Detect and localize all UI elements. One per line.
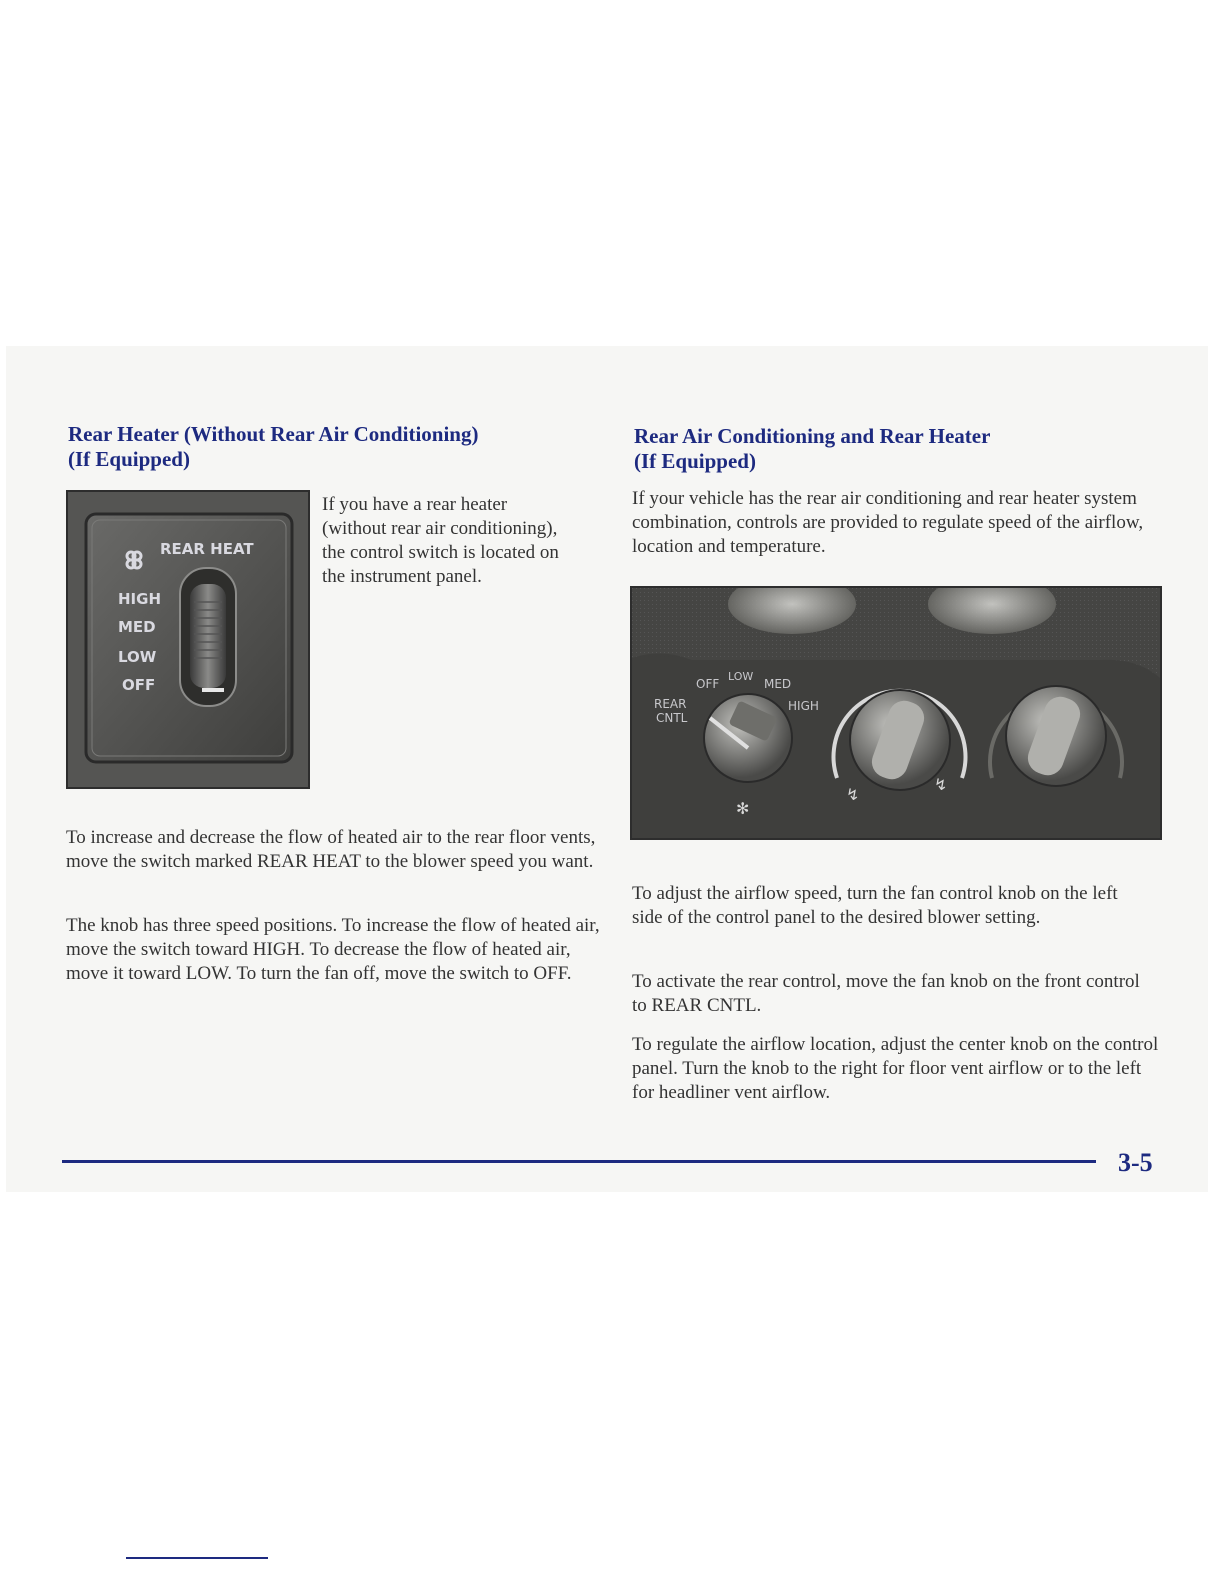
left-paragraph-2: The knob has three speed positions. To increase the flow of heated air, move the switch toward HIGH. To decrease the flow of heated air, move it toward LOW. To turn the fan off, move the switch to OFF. xyxy=(66,915,600,984)
left-paragraph-1: To increase and decrease the flow of heated air to the rear floor vents, move the switch marked REAR HEAT to the blower speed you want. xyxy=(66,827,596,872)
label-off: OFF xyxy=(696,677,720,691)
right-heading-line1: Rear Air Conditioning and Rear Heater xyxy=(634,424,991,448)
left-heading xyxy=(68,422,608,472)
setting-off: OFF xyxy=(122,676,156,694)
rear-heat-slider-switch xyxy=(180,568,236,706)
right-heading-line2: (If Equipped) xyxy=(634,449,756,473)
right-heading xyxy=(634,424,1154,474)
rear-heat-switch-photo xyxy=(66,490,310,789)
label-rear: REAR xyxy=(654,697,687,711)
setting-low: LOW xyxy=(118,648,157,666)
right-paragraph-1: To adjust the airflow speed, turn the fan control knob on the left side of the control panel to the desired blower setting. xyxy=(632,883,1118,928)
label-med: MED xyxy=(764,677,792,691)
left-heading-line1: Rear Heater (Without Rear Air Conditioning) xyxy=(68,422,479,446)
setting-high: HIGH xyxy=(118,590,162,608)
rear-heat-switch-illustration xyxy=(68,492,308,787)
rear-ac-control-illustration xyxy=(632,588,1160,838)
footer-rule xyxy=(62,1160,1096,1163)
right-intro-text: If your vehicle has the rear air conditioning and rear heater system combination, controls are provided to regulate speed of the airflow, location and temperature. xyxy=(632,488,1144,557)
left-heading-line2: (If Equipped) xyxy=(68,447,190,471)
headliner-vent-icon: ↯ xyxy=(934,775,948,794)
rear-ac-control-photo xyxy=(630,586,1162,840)
label-cntl: CNTL xyxy=(656,711,688,725)
label-low: LOW xyxy=(728,670,754,683)
fan-icon: ✻ xyxy=(736,799,750,818)
rear-heat-label: REAR HEAT xyxy=(160,540,254,558)
right-paragraph-3: To regulate the airflow location, adjust the center knob on the control panel. Turn the knob to the right for floor vent airflow or to the left for headliner vent airflow. xyxy=(632,1034,1159,1103)
right-paragraph-2: To activate the rear control, move the fan knob on the front control to REAR CNTL. xyxy=(632,971,1140,1016)
label-high: HIGH xyxy=(788,699,819,713)
footer-mark xyxy=(126,1557,268,1559)
left-intro-text: If you have a rear heater (without rear air conditioning), the control switch is located on the instrument panel. xyxy=(322,494,559,587)
fan-speed-knob xyxy=(704,694,792,782)
setting-med: MED xyxy=(118,618,156,636)
floor-vent-icon: ↯ xyxy=(846,785,860,804)
page-number: 3-5 xyxy=(1118,1148,1153,1177)
